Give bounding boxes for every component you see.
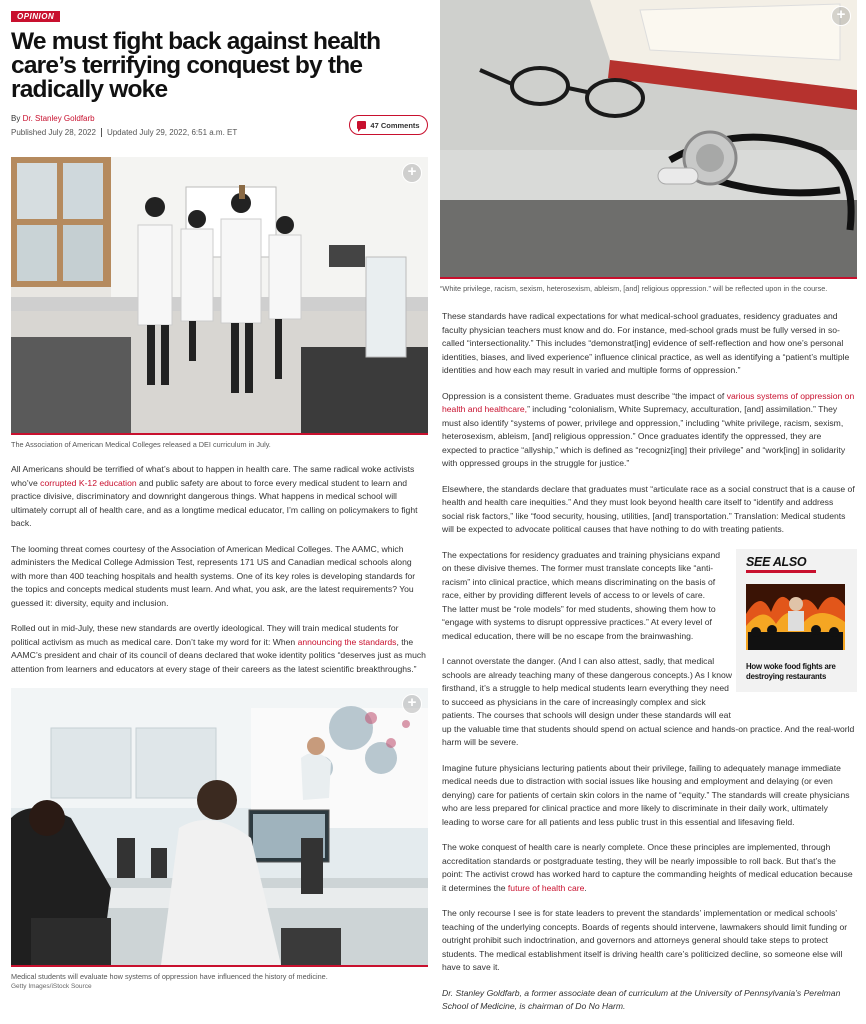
stethoscope-photo[interactable] <box>440 0 857 277</box>
figure-lab <box>11 157 428 450</box>
paragraph: Imagine future physicians lecturing patients about their privilege, failing to adequately manage immediate medical needs due to distraction with social issues like housing and employment and delaying (or even denying) care for patients of certain skin colors in the name of “equity.” The standards will create physicians who are less prepared for clinical practice and more likely to discriminate in their daily work, ultimately leading to worse care for all patients and less public trust in this essential and lifesaving field. <box>442 762 850 827</box>
figure-students <box>11 688 428 990</box>
expand-plus-icon[interactable]: + <box>402 163 422 183</box>
left-column <box>11 6 428 990</box>
text-run: and public safety are about to force every medical student to learn and practice divisive, discriminatory and downright dangerous things. What happens in medical school will ultimately corrupt all of health care, and as a longtime medical educator, I’m calling on policymakers to fight back. <box>11 477 418 529</box>
wrapped-paragraphs <box>442 549 722 644</box>
caption-rule <box>11 965 428 967</box>
photo-credit: Getty Images/iStock Source <box>11 983 92 991</box>
paragraph: The expectations for residency graduates and training physicians expand on these divisive themes. The former must translate concepts like “anti-racism” into clinical practice, which means discriminating on the basis of race, either by providing different levels of access to or levels of care. The latter must be “role models” for med students, showing them how to “engage with systems to disrupt oppressive practices.” At every level of medical education, there will be no escape from the brainwashing. <box>442 549 721 641</box>
expand-plus-icon[interactable]: + <box>402 694 422 714</box>
text-run: . <box>584 882 587 893</box>
paragraph: The only recourse I see is for state leaders to prevent the standards’ implementation or medical schools’ teaching of the underlying concepts. Boards of regents should intervene, lawmakers should limit funding or outright prohibit such indoctrination, and governors and attorneys general should take steps to protect students. The medical establishment itself is driving health care’s politicized decline, so someone else will have to save it. <box>442 908 848 972</box>
opinion-tag[interactable]: OPINION <box>11 11 60 22</box>
see-also-bar <box>746 570 816 573</box>
k12-link[interactable]: corrupted K-12 education <box>40 477 137 488</box>
text-run: , the AAMC’s president and chair of its council of deans declared that woke identity politics “deserves just as much attention from learners and educators at every stage of their careers as the latest scientific breakthroughs.” <box>11 636 426 674</box>
paragraph <box>442 390 857 471</box>
comment-icon <box>357 121 366 129</box>
future-link[interactable]: future of health care <box>507 882 585 893</box>
figure-stethoscope <box>440 0 857 294</box>
see-also-title: SEE ALSO <box>746 554 807 569</box>
paragraph <box>11 463 428 531</box>
expand-plus-icon[interactable]: + <box>831 6 851 26</box>
students-caption: Medical students will evaluate how systems of oppression have influenced the history of medicine. <box>11 972 328 982</box>
paragraph: The looming threat comes courtesy of the Association of American Medical Colleges. The AAMC, which administers the Medical College Admission Test, represents 171 US and Canadian medical schools along with more than 400 teaching hospitals and health systems. One of its key roles is developing standards for the topics and concepts medical students must learn. And what, you ask, are the latest requirements? You guessed it: diversity, equity and inclusion. <box>11 543 416 608</box>
text-run: I cannot overstate the danger. (And I can also attest, sadly, that medical schools are already teaching many of these dangerous concepts.) As I know firsthand, it’s a struggle to help medical students learn everything they need to succeed as physicians in the care of increasingly complex and sick patients. The courses that schools will design under these standards will eat up the valuable time that students should spend on actual science and hands-on practice. And the real-world harm will be severe. <box>442 656 855 747</box>
byline-prefix: By <box>11 114 21 123</box>
see-also-thumbnail[interactable] <box>746 584 845 650</box>
see-also-headline[interactable]: How woke food fights are destroying restaurants <box>746 661 836 681</box>
stethoscope-illustration <box>440 0 857 277</box>
author-link[interactable]: Dr. Stanley Goldfarb <box>22 114 95 123</box>
text-run: Rolled out in mid-July, these new standards are overtly ideological. They will train medical students for political activism as much as medical care. Don’t take my word for it: When <box>11 623 399 647</box>
paragraph <box>442 841 857 895</box>
paragraph: Elsewhere, the standards declare that graduates must “articulate race as a social construct that is a cause of health and health care inequities.” And they must look beyond health care itself to “identify and address social risk factors,” like “food security, housing, utilities, [and] transportation.” Translation: Medical students will be expected to advocate political causes that have nothing to do with treating patients. <box>442 483 855 534</box>
meta-row <box>11 114 428 137</box>
headline: We must fight back against health care’s terrifying conquest by the radically woke <box>11 28 381 103</box>
students-illustration <box>11 688 428 965</box>
lab-illustration <box>11 157 428 433</box>
paragraph: These standards have radical expectations for what medical-school graduates, residency graduates and faculty physician teachers must know and do. For instance, med-school grads must be fully versed in so-called “intersectionality.” This includes “demonstrat[ing] evidence of self-reflection and how one’s personal identities, biases, and lived experience” influence clinical practice, as well as identifying a “patient’s multiple identities and how each may result in varied and multiple forms of oppression.” <box>442 311 850 375</box>
standards-link[interactable]: announcing the standards <box>297 636 397 647</box>
caption-rule <box>440 277 857 279</box>
comments-button[interactable] <box>349 115 428 135</box>
oppression-link[interactable]: various systems of oppression on health and healthcare, <box>442 390 855 414</box>
right-body <box>440 310 857 1014</box>
text-run: Oppression is a consistent theme. Graduates must describe “the impact of <box>442 390 727 401</box>
see-also-box[interactable] <box>736 549 857 692</box>
students-photo[interactable] <box>11 688 428 965</box>
caption-rule <box>11 433 428 435</box>
paragraph <box>11 622 428 676</box>
see-also-wrap <box>442 549 857 750</box>
text-run: The woke conquest of health care is nearly complete. Once these principles are implemented, through accreditation standards or postgraduate testing, they will be nearly impossible to roll back. But that’s the point: The activist crowd has worked hard to capture the commanding heights of medical education because it determines the <box>442 842 853 893</box>
comments-label: 47 Comments <box>370 120 420 130</box>
left-body <box>11 463 428 676</box>
published-date: Published July 28, 2022 <box>11 128 96 137</box>
author-signoff: Dr. Stanley Goldfarb, a former associate dean of curriculum at the University of Pennsylvania’s Perelman School of Medicine, is chairman of Do No Harm. <box>442 987 841 1011</box>
text-run: All Americans should be terrified of what’s about to happen in health care. The same radical woke activists who’ve <box>11 464 415 488</box>
date-separator <box>101 128 102 137</box>
right-column <box>440 0 857 1014</box>
stethoscope-caption: “White privilege, racism, sexism, heterosexism, ableism, [and] religious oppression.” will be reflected upon in the course. <box>440 284 828 293</box>
lab-photo[interactable] <box>11 157 428 433</box>
lab-caption: The Association of American Medical Colleges released a DEI curriculum in July. <box>11 440 271 450</box>
text-run: ” including “colonialism, White Supremacy, acculturation, [and] assimilation.” They must also identify “systems of power, privilege and oppression,” including “white privilege, racism, sexism, heterosexism, ableism, [and] religious oppression.” Once graduates identify the oppressed, they are expected to practice “allyship,” which is defined as “recogniz[ing] their privilege” and “work[ing] in solidarity with oppressed groups in the struggle for justice.” <box>442 404 846 468</box>
updated-date: Updated July 29, 2022, 6:51 a.m. ET <box>106 128 238 137</box>
fire-crowd-image <box>746 584 845 650</box>
